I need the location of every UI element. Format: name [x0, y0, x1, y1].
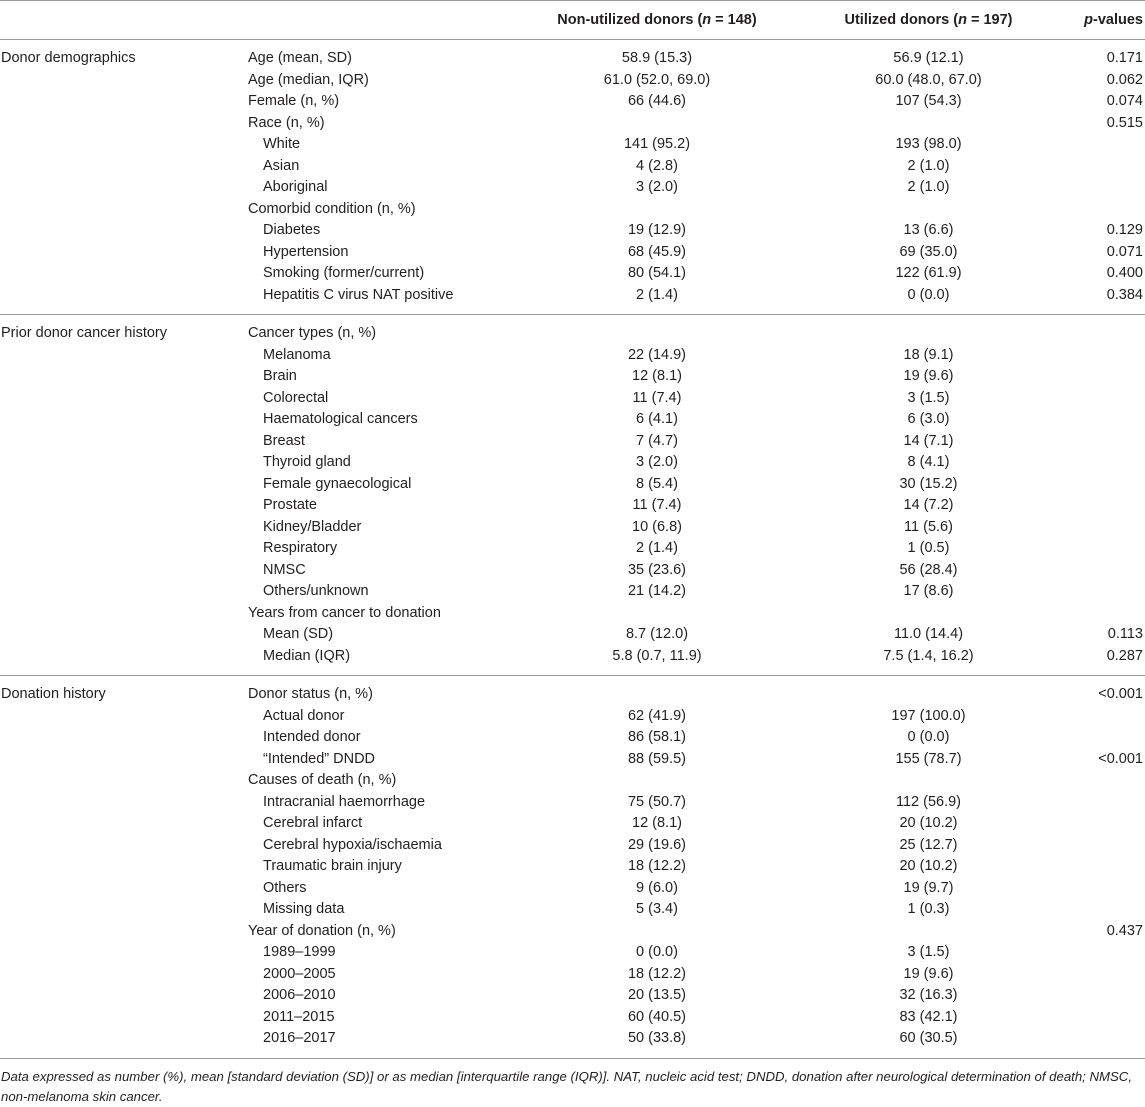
p-value	[1057, 134, 1145, 156]
table-section	[0, 315, 1145, 676]
section-title	[0, 813, 247, 835]
characteristic-label: Hypertension	[263, 243, 349, 260]
table-row	[0, 646, 1145, 676]
table-row	[0, 727, 1145, 749]
p-value	[1057, 899, 1145, 921]
table-row	[0, 388, 1145, 410]
section-title	[0, 91, 247, 113]
characteristic-label: Asian	[263, 157, 300, 174]
section-title	[0, 199, 247, 221]
p-value: 0.171	[1106, 50, 1143, 66]
p-value	[1057, 813, 1145, 835]
characteristic-label: Others/unknown	[263, 583, 369, 599]
section-title	[0, 942, 247, 964]
utilized-value: 8 (4.1)	[907, 454, 950, 470]
utilized-value: 25 (12.7)	[899, 836, 958, 853]
non-utilized-value: 66 (44.6)	[627, 93, 687, 109]
non-utilized-value: 3 (2.0)	[636, 179, 678, 195]
p-value	[1057, 985, 1145, 1007]
header-util-label: Utilized donors (	[844, 12, 959, 28]
section-title	[0, 878, 247, 900]
characteristic-label: Intracranial haemorrhage	[263, 793, 426, 810]
characteristic-label: White	[263, 136, 301, 152]
non-utilized-value: 8 (5.4)	[636, 475, 678, 492]
utilized-value: 56.9 (12.1)	[893, 50, 964, 66]
utilized-value: 14 (7.2)	[903, 497, 954, 513]
characteristic-label: Years from cancer to donation	[248, 604, 441, 621]
characteristic-label: Thyroid gland	[263, 454, 351, 470]
section-title	[0, 345, 247, 367]
p-value	[1057, 199, 1145, 221]
section-title	[0, 538, 247, 560]
utilized-value	[800, 676, 1057, 706]
characteristic-label: Kidney/Bladder	[263, 518, 362, 535]
p-value	[1057, 856, 1145, 878]
characteristic-label: Hepatitis C virus NAT positive	[263, 286, 454, 303]
p-value	[1057, 177, 1145, 199]
section-title: Donation history	[1, 686, 106, 702]
utilized-value: 69 (35.0)	[899, 243, 958, 260]
table-section	[0, 676, 1145, 1059]
non-utilized-value: 86 (58.1)	[627, 729, 687, 745]
header-p-values	[1057, 1, 1145, 40]
p-value: 0.437	[1106, 922, 1143, 939]
non-utilized-value: 10 (6.8)	[632, 518, 682, 535]
non-utilized-value: 0 (0.0)	[636, 944, 678, 960]
table-row	[0, 560, 1145, 582]
p-value	[1057, 452, 1145, 474]
section-title	[0, 517, 247, 539]
characteristic-label: Actual donor	[263, 707, 345, 724]
section-title	[0, 452, 247, 474]
non-utilized-value: 7 (4.7)	[636, 432, 678, 449]
section-title	[0, 1007, 247, 1029]
table-row	[0, 495, 1145, 517]
table-row	[0, 366, 1145, 388]
section-title	[0, 113, 247, 135]
utilized-value: 3 (1.5)	[907, 389, 950, 406]
p-value: <0.001	[1098, 750, 1143, 767]
table-row	[0, 431, 1145, 453]
characteristic-label: Brain	[263, 368, 297, 384]
utilized-value: 32 (16.3)	[899, 987, 958, 1003]
utilized-value: 193 (98.0)	[895, 136, 962, 152]
table-row	[0, 964, 1145, 986]
p-value	[1057, 538, 1145, 560]
utilized-value: 13 (6.6)	[903, 222, 954, 238]
non-utilized-value: 8.7 (12.0)	[625, 626, 689, 642]
utilized-value	[800, 770, 1057, 792]
characteristic-label: Respiratory	[263, 540, 338, 556]
table-row	[0, 40, 1145, 70]
section-title	[0, 856, 247, 878]
table-section	[0, 40, 1145, 315]
header-utilized-donors	[800, 1, 1057, 40]
p-value	[1057, 366, 1145, 388]
characteristic-label: Female gynaecological	[263, 475, 412, 492]
non-utilized-value: 5 (3.4)	[636, 901, 678, 917]
non-utilized-value	[514, 921, 800, 943]
p-value	[1057, 835, 1145, 857]
characteristic-label: NMSC	[263, 561, 306, 578]
utilized-value	[800, 199, 1057, 221]
non-utilized-value	[514, 603, 800, 625]
section-title	[0, 560, 247, 582]
p-value	[1057, 495, 1145, 517]
p-value	[1057, 345, 1145, 367]
utilized-value: 20 (10.2)	[899, 815, 958, 831]
section-title	[0, 156, 247, 178]
characteristic-label: Female (n, %)	[248, 93, 340, 109]
utilized-value: 18 (9.1)	[903, 346, 954, 363]
p-value: 0.074	[1106, 93, 1143, 109]
p-value	[1057, 878, 1145, 900]
p-value	[1057, 431, 1145, 453]
p-value	[1057, 315, 1145, 345]
p-value: 0.113	[1107, 626, 1143, 642]
table-row	[0, 770, 1145, 792]
characteristic-label: Median (IQR)	[263, 647, 351, 664]
characteristic-label: 2016–2017	[263, 1030, 336, 1046]
table-row	[0, 985, 1145, 1007]
p-value	[1057, 388, 1145, 410]
characteristic-label: “Intended” DNDD	[263, 750, 376, 767]
section-title	[0, 770, 247, 792]
p-value: <0.001	[1098, 686, 1143, 702]
utilized-value: 107 (54.3)	[895, 93, 962, 109]
characteristic-label: Colorectal	[263, 389, 329, 406]
header-nonutil-count: = 148)	[711, 12, 757, 28]
characteristic-label: Missing data	[263, 901, 345, 917]
section-title	[0, 285, 247, 315]
p-value	[1057, 706, 1145, 728]
non-utilized-value: 62 (41.9)	[627, 707, 687, 724]
table-row	[0, 835, 1145, 857]
characteristic-label: Age (median, IQR)	[248, 71, 369, 88]
table-row	[0, 263, 1145, 285]
utilized-value: 60 (30.5)	[899, 1030, 958, 1046]
table-row	[0, 242, 1145, 264]
p-value: 0.071	[1106, 243, 1143, 260]
characteristic-label: Cerebral infarct	[263, 815, 363, 831]
non-utilized-value	[514, 676, 800, 706]
non-utilized-value: 60 (40.5)	[627, 1008, 687, 1025]
non-utilized-value: 68 (45.9)	[627, 243, 687, 260]
characteristic-label: Prostate	[263, 497, 317, 513]
non-utilized-value: 20 (13.5)	[627, 987, 687, 1003]
characteristic-label: Year of donation (n, %)	[248, 922, 396, 939]
utilized-value: 0 (0.0)	[907, 286, 950, 303]
p-value: 0.384	[1106, 286, 1143, 303]
non-utilized-value: 2 (1.4)	[636, 540, 678, 556]
p-value: 0.515	[1106, 114, 1143, 131]
table-row	[0, 345, 1145, 367]
header-row	[0, 1, 1145, 40]
non-utilized-value: 3 (2.0)	[636, 454, 678, 470]
table-row	[0, 220, 1145, 242]
section-title	[0, 388, 247, 410]
section-title	[0, 646, 247, 676]
p-value	[1057, 409, 1145, 431]
utilized-value	[800, 113, 1057, 135]
p-value	[1057, 474, 1145, 496]
utilized-value: 0 (0.0)	[907, 729, 950, 745]
table-row	[0, 581, 1145, 603]
utilized-value: 30 (15.2)	[899, 475, 958, 492]
non-utilized-value: 18 (12.2)	[627, 965, 687, 982]
characteristic-label: Traumatic brain injury	[263, 858, 402, 874]
table-row	[0, 156, 1145, 178]
p-value	[1057, 964, 1145, 986]
characteristic-label: Cerebral hypoxia/ischaemia	[263, 836, 442, 853]
utilized-value: 2 (1.0)	[907, 179, 950, 195]
section-title	[0, 835, 247, 857]
non-utilized-value: 50 (33.8)	[627, 1030, 687, 1046]
non-utilized-value: 35 (23.6)	[627, 561, 687, 578]
utilized-value: 2 (1.0)	[907, 157, 950, 174]
utilized-value: 6 (3.0)	[907, 411, 950, 427]
non-utilized-value: 11 (7.4)	[632, 497, 682, 513]
characteristic-label: Haematological cancers	[263, 411, 418, 427]
utilized-value: 60.0 (48.0, 67.0)	[875, 71, 982, 88]
table-row	[0, 706, 1145, 728]
non-utilized-value: 5.8 (0.7, 11.9)	[612, 647, 702, 664]
section-title	[0, 220, 247, 242]
utilized-value: 197 (100.0)	[891, 707, 966, 724]
non-utilized-value: 141 (95.2)	[623, 136, 691, 152]
utilized-value: 56 (28.4)	[899, 561, 958, 578]
non-utilized-value: 4 (2.8)	[636, 157, 678, 174]
p-value	[1057, 517, 1145, 539]
utilized-value	[800, 315, 1057, 345]
section-title	[0, 899, 247, 921]
p-value: 0.129	[1106, 222, 1143, 238]
table-row	[0, 1007, 1145, 1029]
characteristic-label: Diabetes	[263, 222, 321, 238]
characteristic-label: 1989–1999	[263, 944, 336, 960]
table-row	[0, 813, 1145, 835]
utilized-value	[800, 921, 1057, 943]
characteristic-label: Melanoma	[263, 346, 331, 363]
header-nonutil-label: Non-utilized donors (	[557, 12, 703, 28]
table-row	[0, 899, 1145, 921]
section-title	[0, 474, 247, 496]
table-row	[0, 285, 1145, 315]
non-utilized-value: 80 (54.1)	[627, 265, 687, 281]
table-row	[0, 749, 1145, 771]
table-row	[0, 70, 1145, 92]
p-value	[1057, 1028, 1145, 1058]
characteristic-label: Smoking (former/current)	[263, 265, 425, 281]
section-title	[0, 242, 247, 264]
characteristic-label: Breast	[263, 432, 305, 449]
table-row	[0, 878, 1145, 900]
table-row	[0, 942, 1145, 964]
section-title	[0, 263, 247, 285]
p-value	[1057, 770, 1145, 792]
utilized-value: 14 (7.1)	[903, 432, 954, 449]
table-row	[0, 921, 1145, 943]
non-utilized-value: 9 (6.0)	[636, 879, 678, 896]
section-title	[0, 177, 247, 199]
section-title: Prior donor cancer history	[1, 325, 168, 341]
non-utilized-value	[514, 770, 800, 792]
p-value	[1057, 1007, 1145, 1029]
characteristic-label: Intended donor	[263, 729, 361, 745]
characteristic-label: Age (mean, SD)	[248, 50, 352, 66]
characteristic-label: Mean (SD)	[263, 626, 334, 642]
non-utilized-value: 19 (12.9)	[627, 222, 687, 238]
p-value	[1057, 727, 1145, 749]
table-row	[0, 1028, 1145, 1058]
p-value	[1057, 560, 1145, 582]
table-row	[0, 452, 1145, 474]
section-title	[0, 581, 247, 603]
table-row	[0, 603, 1145, 625]
non-utilized-value: 11 (7.4)	[632, 389, 682, 406]
p-value	[1057, 942, 1145, 964]
non-utilized-value: 75 (50.7)	[627, 793, 687, 810]
utilized-value: 122 (61.9)	[895, 265, 962, 281]
table-row	[0, 315, 1145, 345]
section-title	[0, 727, 247, 749]
table-row	[0, 199, 1145, 221]
characteristic-label: Donor status (n, %)	[248, 686, 373, 702]
utilized-value: 11.0 (14.4)	[893, 626, 964, 642]
p-value: 0.400	[1106, 265, 1143, 281]
section-title	[0, 603, 247, 625]
table-row	[0, 676, 1145, 706]
non-utilized-value	[514, 315, 800, 345]
utilized-value: 112 (56.9)	[895, 793, 962, 810]
table-row	[0, 177, 1145, 199]
utilized-value: 17 (8.6)	[903, 583, 954, 599]
section-title	[0, 985, 247, 1007]
section-title: Donor demographics	[1, 50, 136, 66]
non-utilized-value: 22 (14.9)	[627, 346, 687, 363]
non-utilized-value: 2 (1.4)	[636, 286, 678, 303]
characteristic-label: Aboriginal	[263, 179, 328, 195]
table-row	[0, 409, 1145, 431]
header-p-rest: -values	[1093, 12, 1143, 28]
header-util-n: n	[958, 12, 967, 28]
table-row	[0, 538, 1145, 560]
header-nonutil-n: n	[702, 12, 712, 28]
p-value	[1057, 603, 1145, 625]
non-utilized-value	[514, 199, 800, 221]
non-utilized-value: 18 (12.2)	[627, 858, 687, 874]
section-title	[0, 706, 247, 728]
section-title	[0, 792, 247, 814]
section-title	[0, 495, 247, 517]
utilized-value: 11 (5.6)	[904, 518, 953, 535]
non-utilized-value: 21 (14.2)	[627, 583, 687, 599]
header-p-italic: p	[1084, 12, 1094, 28]
header-blank-section	[0, 1, 247, 40]
table-row	[0, 856, 1145, 878]
section-title	[0, 70, 247, 92]
table-row	[0, 134, 1145, 156]
section-title	[0, 409, 247, 431]
table-row	[0, 517, 1145, 539]
section-title	[0, 366, 247, 388]
table-row	[0, 113, 1145, 135]
p-value	[1057, 581, 1145, 603]
non-utilized-value: 12 (8.1)	[632, 815, 682, 831]
utilized-value: 83 (42.1)	[899, 1008, 958, 1025]
section-title	[0, 431, 247, 453]
header-non-utilized-donors	[514, 1, 800, 40]
table-row	[0, 91, 1145, 113]
p-value	[1057, 792, 1145, 814]
non-utilized-value: 6 (4.1)	[636, 411, 678, 427]
utilized-value: 155 (78.7)	[895, 750, 962, 767]
utilized-value	[800, 603, 1057, 625]
section-title	[0, 134, 247, 156]
characteristic-label: 2000–2005	[263, 965, 336, 982]
non-utilized-value: 29 (19.6)	[627, 836, 687, 853]
utilized-value: 1 (0.5)	[907, 540, 950, 556]
p-value	[1057, 156, 1145, 178]
section-title	[0, 749, 247, 771]
table-row	[0, 624, 1145, 646]
section-title	[0, 1028, 247, 1058]
section-title	[0, 964, 247, 986]
utilized-value: 7.5 (1.4, 16.2)	[883, 647, 974, 664]
non-utilized-value: 12 (8.1)	[632, 368, 682, 384]
section-title	[0, 624, 247, 646]
characteristic-label: Race (n, %)	[248, 114, 325, 131]
non-utilized-value: 88 (59.5)	[627, 750, 687, 767]
characteristic-label: Causes of death (n, %)	[248, 772, 397, 788]
p-value: 0.062	[1106, 71, 1143, 88]
utilized-value: 20 (10.2)	[899, 858, 958, 874]
table-row	[0, 792, 1145, 814]
characteristic-label: Others	[263, 879, 307, 896]
characteristic-label: Cancer types (n, %)	[248, 325, 377, 341]
p-value: 0.287	[1106, 647, 1143, 664]
utilized-value: 3 (1.5)	[907, 944, 950, 960]
utilized-value: 1 (0.3)	[907, 901, 950, 917]
characteristic-label: 2006–2010	[263, 987, 336, 1003]
table-row	[0, 474, 1145, 496]
characteristic-label: 2011–2015	[263, 1008, 335, 1025]
section-title	[0, 921, 247, 943]
non-utilized-value: 61.0 (52.0, 69.0)	[603, 71, 711, 88]
header-blank-characteristic	[247, 1, 514, 40]
table-footnote: Data expressed as number (%), mean [standard deviation (SD)] or as median [interquartile range (IQR)]. NAT, nucleic acid test; DNDD, donation after neurological determination of death; NMSC, non-melanoma skin cancer.	[1, 1068, 1132, 1104]
non-utilized-value	[514, 113, 800, 135]
utilized-value: 19 (9.6)	[903, 965, 954, 982]
characteristic-label: Comorbid condition (n, %)	[248, 200, 416, 217]
non-utilized-value: 58.9 (15.3)	[621, 50, 693, 66]
utilized-value: 19 (9.7)	[903, 879, 954, 896]
header-util-count: = 197)	[966, 12, 1013, 28]
utilized-value: 19 (9.6)	[903, 368, 954, 384]
table-header	[0, 1, 1145, 40]
